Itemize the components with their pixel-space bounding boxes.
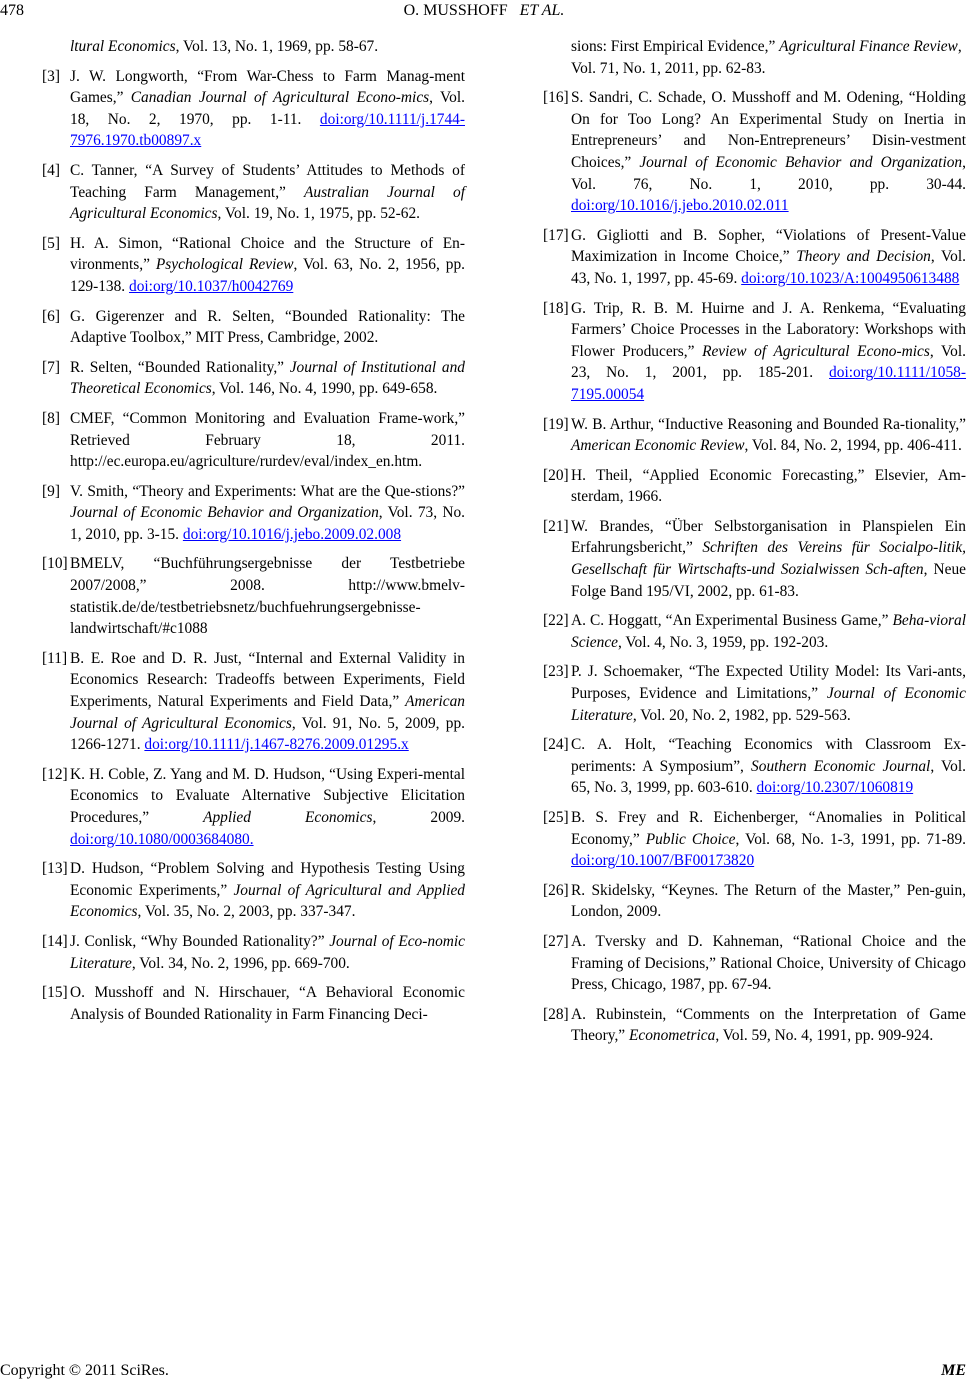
reference-number: [16] bbox=[543, 89, 569, 107]
reference-text: C. A. Holt, “Teaching Economics with Classroom Ex-periments: A Symposium”, bbox=[571, 736, 966, 775]
reference-text: , Vol. 4, No. 3, 1959, pp. 192-203. bbox=[618, 633, 829, 651]
reference-number: [23] bbox=[543, 663, 569, 681]
reference-number: [6] bbox=[42, 307, 60, 325]
reference-continuation bbox=[42, 36, 465, 58]
reference-number: [22] bbox=[543, 612, 569, 630]
reference-text: , Vol. 23, No. 1, 2001, pp. 185-201. bbox=[571, 342, 966, 382]
reference-text: B. S. Frey and R. Eichenberger, “Anomalies in Political Economy,” bbox=[571, 809, 966, 848]
reference-text: , Vol. 13, No. 1, 1969, pp. 58-67. bbox=[175, 38, 379, 55]
reference-item bbox=[42, 764, 465, 850]
journal-title: Public Choice bbox=[645, 830, 736, 848]
journal-abbrev: ME bbox=[941, 1362, 966, 1379]
running-title-authors: O. MUSSHOFF bbox=[403, 2, 508, 19]
reference-text: , Vol. 84, No. 2, 1994, pp. 406-411. bbox=[744, 437, 962, 455]
journal-title: Journal of Economic Behavior and Organization bbox=[639, 153, 963, 171]
journal-title: Agricultural Finance Review bbox=[779, 38, 958, 55]
reference-item bbox=[42, 160, 465, 225]
reference-item bbox=[543, 465, 966, 508]
reference-number: [10] bbox=[42, 555, 68, 573]
reference-number: [4] bbox=[42, 161, 60, 179]
reference-number: [11] bbox=[42, 649, 68, 667]
reference-number: [12] bbox=[42, 765, 68, 783]
reference-text: , Vol. 146, No. 4, 1990, pp. 649-658. bbox=[211, 380, 438, 398]
reference-text: A. C. Hoggatt, “An Experimental Business Game,” bbox=[571, 612, 893, 630]
reference-text: , Vol. 71, No. 1, 2011, pp. 62-83. bbox=[571, 38, 962, 77]
journal-title: Southern Economic Journal bbox=[751, 757, 931, 775]
reference-number: [3] bbox=[42, 67, 60, 85]
reference-number: [17] bbox=[543, 226, 569, 244]
page-number: 478 bbox=[0, 2, 24, 19]
doi-link[interactable]: doi:org/10.1016/j.jebo.2009.02.008 bbox=[182, 525, 402, 543]
reference-number: [19] bbox=[543, 415, 569, 433]
reference-item bbox=[543, 298, 966, 406]
reference-text: K. H. Coble, Z. Yang and M. D. Hudson, “Using Experi-mental Economics to Evaluate Alternative Subjective Elicitation Procedures,” bbox=[70, 765, 465, 826]
reference-item bbox=[42, 648, 465, 756]
reference-continuation bbox=[543, 36, 966, 79]
reference-text: , Vol. 91, No. 5, 2009, pp. 1266-1271. bbox=[70, 714, 465, 754]
reference-text: A. Tversky and D. Kahneman, “Rational Choice and the Framing of Decisions,” Rational Choice, University of Chicago Press, Chicago, 1987, pp. 67-94. bbox=[571, 932, 966, 994]
reference-text: , Vol. 73, No. 1, 2010, pp. 3-15. bbox=[70, 504, 465, 543]
reference-number: [20] bbox=[543, 466, 569, 484]
reference-text: V. Smith, “Theory and Experiments: What are the Que-stions?” bbox=[70, 482, 465, 500]
journal-title: Beha-vioral Science bbox=[571, 612, 966, 651]
reference-item bbox=[543, 516, 966, 602]
reference-number: [28] bbox=[543, 1005, 569, 1023]
reference-text: sions: First Empirical Evidence,” bbox=[571, 38, 780, 55]
reference-item bbox=[543, 661, 966, 726]
reference-number: [9] bbox=[42, 482, 60, 500]
reference-item bbox=[42, 982, 465, 1025]
reference-item bbox=[543, 931, 966, 996]
journal-title: Journal of Eco-nomic Literature bbox=[70, 932, 465, 972]
reference-text: J. W. Longworth, “From War-Chess to Farm Manag-ment Games,” bbox=[70, 67, 465, 107]
reference-number: [26] bbox=[543, 881, 569, 899]
doi-link[interactable]: doi:org/10.1111/j.1744-7976.1970.tb00897.x bbox=[70, 110, 465, 150]
reference-text: , Vol. 68, No. 1-3, 1991, pp. 71-89. bbox=[735, 830, 966, 848]
reference-text: J. Conlisk, “Why Bounded Rationality?” bbox=[70, 932, 330, 950]
reference-text: CMEF, “Common Monitoring and Evaluation Frame-work,” Retrieved February 18, 2011. http://ec.europa.eu/agriculture/rurdev/eval/index_en.htm. bbox=[70, 409, 465, 471]
reference-item bbox=[42, 858, 465, 923]
reference-number: [25] bbox=[543, 809, 569, 826]
reference-item bbox=[543, 880, 966, 923]
reference-item bbox=[42, 481, 465, 546]
reference-text: R. Skidelsky, “Keynes. The Return of the Master,” Pen-guin, London, 2009. bbox=[571, 881, 966, 921]
reference-item bbox=[543, 734, 966, 799]
reference-item bbox=[543, 1004, 966, 1047]
reference-text: , 2009. bbox=[372, 809, 465, 826]
reference-text: , Vol. 76, No. 1, 2010, pp. 30-44. bbox=[571, 153, 966, 193]
journal-title: American Journal of Agricultural Economics bbox=[70, 693, 465, 732]
journal-title: Applied Economics bbox=[203, 809, 373, 826]
journal-title: Psychological Review bbox=[155, 256, 294, 274]
reference-item bbox=[42, 233, 465, 298]
reference-item bbox=[42, 553, 465, 639]
doi-link[interactable]: doi:org/10.1016/j.jebo.2010.02.011 bbox=[571, 197, 789, 215]
reference-item bbox=[543, 87, 966, 217]
doi-link[interactable]: doi:org/10.1080/0003684080. bbox=[70, 830, 254, 848]
reference-text: O. Musshoff and N. Hirschauer, “A Behavioral Economic Analysis of Bounded Rationality in Farm Financing Deci- bbox=[70, 984, 465, 1023]
journal-title: American Economic Review bbox=[571, 437, 745, 455]
journal-title: Econometrica bbox=[628, 1027, 716, 1045]
reference-text: G. Gigliotti and B. Sopher, “Violations of Present-Value Maximization in Income Choice,” bbox=[571, 226, 966, 266]
right-column bbox=[543, 36, 966, 1055]
reference-item bbox=[543, 807, 966, 872]
running-title bbox=[0, 2, 968, 20]
reference-number: [14] bbox=[42, 932, 68, 950]
doi-link[interactable]: doi:org/10.1037/h0042769 bbox=[129, 277, 294, 295]
reference-text: , Vol. 19, No. 1, 1975, pp. 52-62. bbox=[217, 205, 420, 223]
reference-text: , Vol. 34, No. 2, 1996, pp. 669-700. bbox=[131, 954, 350, 972]
reference-text: , Neue Folge Band 195/VI, 2002, pp. 61-83. bbox=[571, 561, 966, 600]
reference-item bbox=[543, 414, 966, 457]
reference-number: [13] bbox=[42, 860, 68, 878]
doi-link[interactable]: doi:org/10.1111/j.1467-8276.2009.01295.x bbox=[144, 736, 409, 754]
reference-text: BMELV, “Buchführungsergebnisse der Testbetriebe 2007/2008,” 2008. http://www.bmelv-statistik.de/de/testbetriebsnetz/buchfuehrungsergebnisse-landwirtschaft/#c1088 bbox=[70, 555, 465, 638]
doi-link[interactable]: doi:org/10.2307/1060819 bbox=[756, 779, 914, 797]
reference-number: [8] bbox=[42, 409, 60, 427]
reference-number: [18] bbox=[543, 299, 569, 317]
reference-item bbox=[42, 931, 465, 974]
reference-number: [5] bbox=[42, 234, 60, 252]
journal-title: Schriften des Vereins für Socialpo-litik, Gesellschaft für Wirtschafts-und Sozialwissen Sch-aften bbox=[571, 539, 967, 579]
reference-item bbox=[42, 357, 465, 400]
reference-text: A. Rubinstein, “Comments on the Interpretation of Game Theory,” bbox=[571, 1005, 966, 1045]
doi-link[interactable]: doi:org/10.1007/BF00173820 bbox=[571, 852, 755, 870]
journal-title: Journal of Agricultural and Applied Economics bbox=[70, 881, 465, 921]
reference-text: G. Trip, R. B. M. Huirne and J. A. Renkema, “Evaluating Farmers’ Choice Processes in the Laboratory: Workshops with Flower Producers,” bbox=[571, 299, 966, 360]
reference-text: B. E. Roe and D. R. Just, “Internal and External Validity in Economics Research: Tradeoffs between Experiments, Field Experiments, Natural Experiments and Field Data,” bbox=[70, 649, 465, 711]
reference-text: P. J. Schoemaker, “The Expected Utility Model: Its Vari-ants, Purposes, Evidence and Limitations,” bbox=[571, 663, 966, 703]
journal-title: Theory and Decision bbox=[796, 248, 931, 266]
doi-link[interactable]: doi:org/10.1111/1058-7195.00054 bbox=[571, 364, 966, 403]
reference-text: , Vol. 59, No. 4, 1991, pp. 909-924. bbox=[715, 1027, 934, 1045]
reference-text: , Vol. 65, No. 3, 1999, pp. 603-610. bbox=[571, 757, 966, 797]
reference-item bbox=[42, 408, 465, 473]
journal-title: Review of Agricultural Econo-mics bbox=[702, 342, 930, 360]
reference-number: [21] bbox=[543, 517, 569, 535]
reference-text: , Vol. 43, No. 1, 1997, pp. 45-69. bbox=[571, 248, 966, 287]
reference-text: , Vol. 63, No. 2, 1956, pp. 129-138. bbox=[70, 256, 465, 295]
reference-text: H. Theil, “Applied Economic Forecasting,” Elsevier, Am-sterdam, 1966. bbox=[571, 466, 966, 506]
reference-item bbox=[42, 66, 465, 152]
reference-text: C. Tanner, “A Survey of Students’ Attitudes to Methods of Teaching Farm Management,” bbox=[70, 161, 465, 201]
journal-title: Journal of Economic Behavior and Organization bbox=[70, 504, 379, 522]
doi-link[interactable]: doi:org/10.1023/A:1004950613488 bbox=[741, 269, 960, 287]
running-title-etal: ET AL. bbox=[519, 2, 565, 19]
left-column bbox=[42, 36, 465, 1033]
reference-text: H. A. Simon, “Rational Choice and the Structure of En-vironments,” bbox=[70, 234, 465, 274]
reference-text: D. Hudson, “Problem Solving and Hypothesis Testing Using Economic Experiments,” bbox=[70, 860, 465, 899]
reference-number: [24] bbox=[543, 736, 569, 754]
reference-text: W. B. Arthur, “Inductive Reasoning and Bounded Ra-tionality,” bbox=[571, 415, 966, 433]
journal-title: Canadian Journal of Agricultural Econo-mics bbox=[130, 89, 430, 107]
reference-item bbox=[543, 225, 966, 290]
reference-item bbox=[543, 610, 966, 653]
copyright: Copyright © 2011 SciRes. bbox=[0, 1362, 169, 1379]
journal-title: Journal of Economic Literature bbox=[571, 685, 966, 724]
reference-item bbox=[42, 306, 465, 349]
reference-text: S. Sandri, C. Schade, O. Musshoff and M. Odening, “Holding On for Too Long? An Experimental Study on Inertia in Entrepreneurs’ and Non-Entrepreneurs’ Disin-vestment Choices,” bbox=[571, 89, 966, 171]
reference-text: , Vol. 35, No. 2, 2003, pp. 337-347. bbox=[137, 903, 356, 921]
reference-text: R. Selten, “Bounded Rationality,” bbox=[70, 358, 290, 376]
journal-title: Journal of Institutional and Theoretical Economics bbox=[70, 358, 465, 398]
reference-text: G. Gigerenzer and R. Selten, “Bounded Rationality: The Adaptive Toolbox,” MIT Press, Cambridge, 2002. bbox=[70, 307, 465, 347]
reference-text: , Vol. 20, No. 2, 1982, pp. 529-563. bbox=[632, 706, 851, 724]
journal-title: Australian Journal of Agricultural Economics bbox=[70, 183, 465, 223]
reference-text: , Vol. 18, No. 2, 1970, pp. 1-11. bbox=[70, 89, 465, 128]
reference-number: [15] bbox=[42, 984, 68, 1002]
reference-text: W. Brandes, “Über Selbstorganisation in Planspielen Ein Erfahrungsbericht,” bbox=[571, 517, 966, 557]
reference-number: [7] bbox=[42, 358, 60, 376]
reference-number: [27] bbox=[543, 932, 569, 950]
journal-title: ltural Economics bbox=[70, 38, 176, 55]
